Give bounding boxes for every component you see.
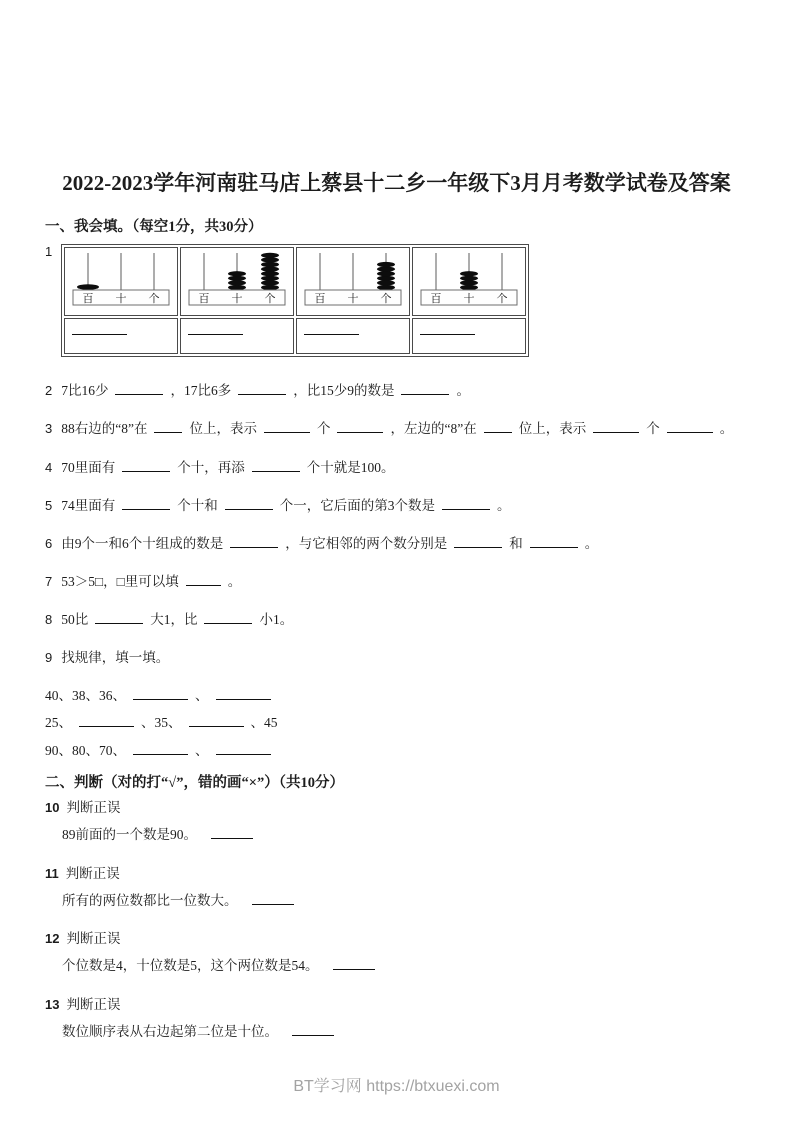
svg-text:百: 百 xyxy=(198,293,210,306)
answer-blank xyxy=(337,419,383,433)
site-watermark: BT学习网 https://btxuexi.com xyxy=(293,1078,500,1095)
abacus-cell xyxy=(64,247,178,316)
abacus-answer-row xyxy=(64,318,526,354)
answer-blank xyxy=(454,534,502,548)
answer-blank xyxy=(530,534,578,548)
question-text: 7比16少 xyxy=(61,383,109,399)
abacus-cell xyxy=(180,247,294,316)
answer-blank xyxy=(122,458,170,472)
question-text: 53＞5□，□里可以填 xyxy=(61,574,179,590)
question-text: 。 xyxy=(227,574,242,590)
svg-text:个: 个 xyxy=(264,293,276,306)
answer-blank xyxy=(133,741,188,755)
abacus-answer-cell xyxy=(296,318,410,354)
pattern-sequences xyxy=(45,686,748,760)
abacus-table xyxy=(61,244,529,357)
section2-heading: 二、判断（对的打“√”，错的画“×”）（共10分） xyxy=(45,774,344,791)
abacus-answer-cell xyxy=(180,318,294,354)
question-body xyxy=(61,650,169,665)
question-body xyxy=(61,421,733,436)
question-number: 5 xyxy=(45,497,53,513)
question xyxy=(45,534,748,553)
answer-blank xyxy=(115,381,163,395)
question-text: 。 xyxy=(719,421,734,437)
abacus-cell xyxy=(412,247,526,316)
judge-label: 判断正误 xyxy=(66,800,121,816)
answer-blank xyxy=(252,458,300,472)
question-text: 个十，再添 xyxy=(177,459,245,475)
question-number: 9 xyxy=(45,649,53,665)
judge-question xyxy=(45,865,748,909)
question-number: 13 xyxy=(45,996,60,1012)
answer-blank xyxy=(122,496,170,510)
answer-blank xyxy=(420,321,475,335)
judge-question xyxy=(45,930,748,974)
answer-blank xyxy=(133,686,188,700)
svg-text:十: 十 xyxy=(463,293,475,306)
question-number: 3 xyxy=(45,421,53,437)
question-1-number: 1 xyxy=(45,244,53,260)
question-text: 位上，表示 xyxy=(189,421,257,437)
question-text: 88右边的“8”在 xyxy=(61,421,148,437)
answer-blank xyxy=(667,419,713,433)
abacus-answer-cell xyxy=(64,318,178,354)
abacus-image xyxy=(416,250,522,308)
svg-text:百: 百 xyxy=(314,293,326,306)
answer-blank xyxy=(484,419,512,433)
judge-questions xyxy=(45,799,748,1040)
question xyxy=(45,649,748,667)
question-number: 12 xyxy=(45,931,60,947)
judge-label: 判断正误 xyxy=(65,865,120,881)
question-body xyxy=(61,498,510,513)
page-title: 2022-2023学年河南驻马店上蔡县十二乡一年级下3月月考数学试卷及答案 xyxy=(62,171,731,195)
sequence-line xyxy=(45,741,748,760)
question-body xyxy=(61,536,598,551)
question-text: 。 xyxy=(584,536,599,552)
svg-text:百: 百 xyxy=(82,293,94,306)
question-body xyxy=(61,460,394,475)
question-text: 50比 xyxy=(61,612,89,628)
question-number: 10 xyxy=(45,800,60,816)
question-text: 40、38、36、 xyxy=(45,687,126,703)
question xyxy=(45,572,748,591)
answer-blank xyxy=(95,610,143,624)
question-number: 2 xyxy=(45,383,53,399)
answer-blank xyxy=(216,686,271,700)
answer-blank xyxy=(593,419,639,433)
answer-blank xyxy=(79,713,134,727)
sequence-line xyxy=(45,686,748,705)
question-text: ，与它相邻的两个数分别是 xyxy=(285,536,448,552)
question-text: 74里面有 xyxy=(61,497,116,513)
question xyxy=(45,458,748,477)
question-1 xyxy=(45,244,748,357)
question-text: 个一，它后面的第3个数是 xyxy=(279,497,435,513)
abacus-answer-cell xyxy=(412,318,526,354)
question-text: 90、80、70、 xyxy=(45,742,126,758)
statement-text: 89前面的一个数是90。 xyxy=(62,827,197,843)
answer-blank xyxy=(252,891,294,905)
abacus-image xyxy=(68,250,174,308)
answer-blank xyxy=(238,381,286,395)
judge-label: 判断正误 xyxy=(66,931,121,947)
question-number: 11 xyxy=(45,865,59,881)
answer-blank xyxy=(204,610,252,624)
statement-text: 数位顺序表从右边起第二位是十位。 xyxy=(62,1023,278,1039)
answer-blank xyxy=(401,381,449,395)
judge-statement xyxy=(45,891,748,910)
answer-blank xyxy=(216,741,271,755)
question-text: 找规律，填一填。 xyxy=(61,649,170,665)
sequence-line xyxy=(45,713,748,732)
question-text: 个 xyxy=(316,421,331,437)
fill-in-questions xyxy=(45,381,748,667)
answer-blank xyxy=(211,825,253,839)
abacus-cell xyxy=(296,247,410,316)
question-body xyxy=(61,574,241,589)
answer-blank xyxy=(189,713,244,727)
judge-question-head xyxy=(45,930,748,948)
question-text: 和 xyxy=(509,536,523,552)
answer-blank xyxy=(72,321,127,335)
question-body xyxy=(61,383,470,398)
answer-blank xyxy=(225,496,273,510)
question-body xyxy=(61,612,293,627)
judge-question xyxy=(45,799,748,843)
svg-text:十: 十 xyxy=(231,293,243,306)
question-number: 4 xyxy=(45,459,53,475)
svg-text:十: 十 xyxy=(347,293,359,306)
question xyxy=(45,610,748,629)
question-text: 个十和 xyxy=(177,497,218,513)
question-number: 7 xyxy=(45,574,53,590)
svg-text:十: 十 xyxy=(115,293,127,306)
judge-label: 判断正误 xyxy=(66,996,121,1012)
question-text: 、35、 xyxy=(141,715,182,731)
svg-text:个: 个 xyxy=(380,293,392,306)
statement-text: 所有的两位数都比一位数大。 xyxy=(62,892,238,908)
question-text: 个十就是100。 xyxy=(306,459,395,475)
question-number: 6 xyxy=(45,536,53,552)
answer-blank xyxy=(304,321,359,335)
question xyxy=(45,419,748,438)
judge-question-head xyxy=(45,996,748,1014)
question xyxy=(45,381,748,400)
judge-statement xyxy=(45,1022,748,1041)
judge-question-head xyxy=(45,865,748,883)
answer-blank xyxy=(188,321,243,335)
abacus-image xyxy=(300,250,406,308)
question-text: 、45 xyxy=(250,715,278,731)
svg-text:个: 个 xyxy=(496,293,508,306)
answer-blank xyxy=(264,419,310,433)
question-text: 。 xyxy=(496,497,511,513)
question-number: 8 xyxy=(45,612,53,628)
question-text: ，左边的“8”在 xyxy=(390,421,477,437)
statement-text: 个位数是4，十位数是5，这个两位数是54。 xyxy=(62,958,319,974)
question-text: 小1。 xyxy=(259,612,294,628)
svg-text:百: 百 xyxy=(430,293,442,306)
question-text: 。 xyxy=(456,383,470,399)
answer-blank xyxy=(230,534,278,548)
judge-statement xyxy=(45,825,748,844)
answer-blank xyxy=(186,572,221,586)
question-text: ，比15少9的数是 xyxy=(293,383,395,399)
svg-text:个: 个 xyxy=(148,293,160,306)
judge-question-head xyxy=(45,799,748,817)
abacus-image-row xyxy=(64,247,526,316)
question-text: 70里面有 xyxy=(61,459,116,475)
answer-blank xyxy=(154,419,182,433)
answer-blank xyxy=(442,496,490,510)
answer-blank xyxy=(333,956,375,970)
question-text: ，17比6多 xyxy=(170,383,232,399)
answer-blank xyxy=(292,1022,334,1036)
question-text: 、 xyxy=(195,742,209,758)
judge-question xyxy=(45,996,748,1040)
judge-statement xyxy=(45,956,748,975)
question-text: 个 xyxy=(646,421,660,437)
question-text: 由9个一和6个十组成的数是 xyxy=(61,536,224,552)
section1-heading: 一、我会填。（每空1分，共30分） xyxy=(45,219,263,236)
abacus-image xyxy=(184,250,290,308)
question-text: 位上，表示 xyxy=(518,421,587,437)
question-text: 25、 xyxy=(45,715,72,731)
question-text: 、 xyxy=(195,687,209,703)
question xyxy=(45,496,748,515)
question-text: 大1，比 xyxy=(150,612,198,628)
